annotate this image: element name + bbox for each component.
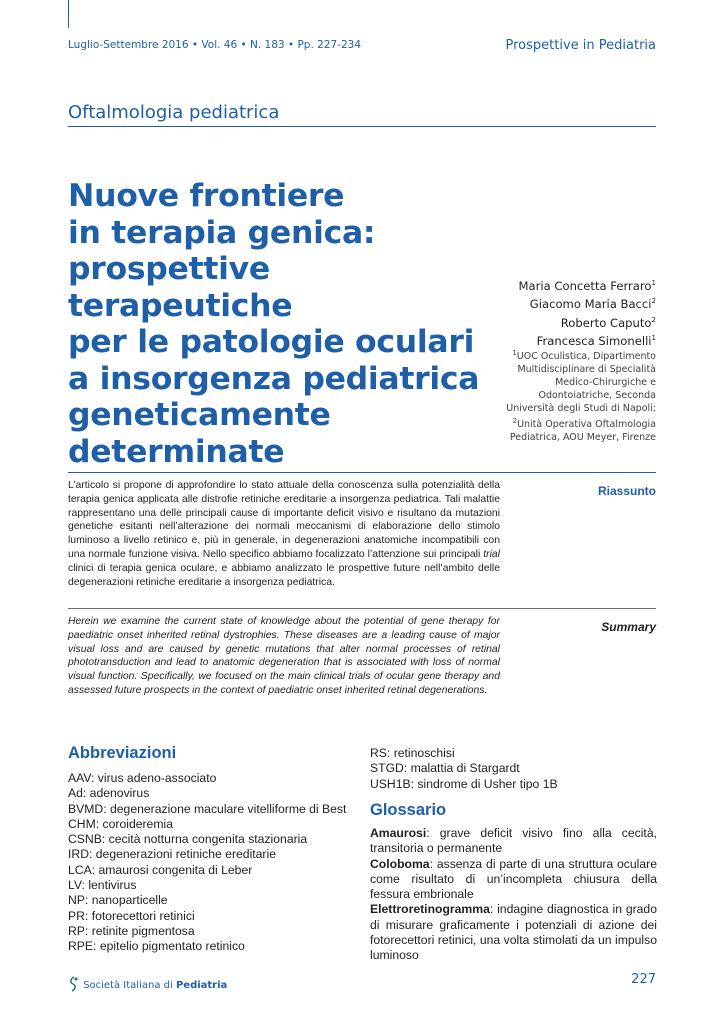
glossario-list: [370, 826, 657, 964]
list-item: IRD: degenerazioni retiniche ereditarie: [68, 847, 276, 862]
journal-name: Prospettive in Pediatria: [505, 38, 656, 53]
summary-text: Herein we examine the current state of knowledge about the potential of gene therapy for paediatric onset inherited retinal dystrophies. These diseases are a leading cause of major visual loss and are caused by genetic mutations that alter normal processes of retinal phototransduction and lead to anatomic degeneration that is associated with loss of normal visual function. Specifically, we focused on the main clinical trials of ocular gene therapy and assessed future prospects in the context of paediatric onset inherited retinal degenerations.: [68, 616, 500, 696]
title-line: a insorgenza pediatrica: [68, 360, 480, 397]
list-item: Ad: adenovirus: [68, 786, 150, 801]
abbreviazioni-list: [68, 771, 346, 955]
list-item: BVMD: degenerazione maculare vitelliforme di Best: [68, 801, 347, 816]
list-item: PR: fotorecettori retinici: [68, 908, 195, 923]
author: Maria Concetta Ferraro$^1$: [518, 278, 656, 293]
section-rule: [68, 126, 656, 127]
header-rule: [68, 0, 69, 28]
title-line: in terapia genica:: [68, 214, 376, 251]
author-list: [519, 276, 657, 349]
author: Francesca Simonelli$^1$: [536, 333, 656, 348]
glossario-heading: Glossario: [370, 801, 447, 819]
citation: Luglio-Settembre 2016 • Vol. 46 • N. 183 • Pp. 227-234: [68, 39, 362, 51]
summary-rule: [68, 608, 656, 609]
list-item: LV: lentivirus: [68, 878, 137, 893]
list-item: USH1B: sindrome di Usher tipo 1B: [370, 776, 558, 791]
list-item: CSNB: cecità notturna congenita stazionaria: [68, 832, 308, 847]
list-item: RS: retinoschisi: [370, 746, 455, 760]
title-line: Nuove frontiere: [68, 178, 345, 214]
abbreviazioni-list-continued: [370, 746, 558, 792]
author: Roberto Caputo$^2$: [560, 315, 656, 330]
title-line: geneticamente: [68, 397, 331, 433]
abbreviazioni-heading: Abbreviazioni: [68, 744, 177, 762]
glossary-entry: Elettroretinogramma: indagine diagnostica in grado di misurare graficamente i potenziali di azione dei fotorecettori retinici, una volta stimolati da un impulso luminoso: [370, 902, 657, 963]
author: Giacomo Maria Bacci$^2$: [529, 297, 656, 312]
riassunto-text: L’articolo si propone di approfondire lo stato attuale della conoscenza sulla potenzialità della terapia genica applicata alle distrofie retiniche ereditarie a insorgenza pediatrica. Tali malattie rappresentano una delle principali cause di importante deficit visivo e risultano da mutazioni genetiche esitanti nell’alterazione dei normali meccanismi di elaborazione dello stimolo luminoso a livello retinico e, più in generale, in degenerazioni anatomiche incompatibili con una normale funzione visiva. Nello specifico abbiamo focalizzato l’attenzione sui principali trial clinici di terapia genica oculare, e abbiamo analizzato le prospettive future nell’ambito delle degenerazioni retiniche ereditarie a insorgenza pediatrica.: [68, 480, 500, 588]
affiliations: $^1$UOC Oculistica, Dipartimento Multidisciplinare di Specialità Medico-Chirurgiche e Odontoiatriche, Seconda Università degli Studi di Napoli; $^2$Unità Operativa Oftalmologia Pediatrica, AOU Meyer, Firenze: [506, 349, 656, 444]
section-label: Oftalmologia pediatrica: [68, 102, 280, 123]
title-line: prospettive terapeutiche: [68, 251, 293, 324]
glossary-entry: Coloboma: assenza di parte di una struttura oculare come risultato di un’incompleta chiusura della fessura embrionale: [370, 856, 657, 902]
summary-label: Summary: [601, 620, 656, 634]
page-number: 227: [631, 972, 656, 987]
title-line: determinate: [68, 433, 285, 470]
article-title: [68, 178, 498, 470]
list-item: RPE: epitelio pigmentato retinico: [68, 939, 245, 954]
list-item: RP: retinite pigmentosa: [68, 923, 195, 938]
list-item: LCA: amaurosi congenita di Leber: [68, 862, 253, 877]
list-item: AAV: virus adeno-associato: [68, 771, 217, 785]
society-logo: Società Italiana di Pediatria: [68, 976, 227, 992]
riassunto-rule: [68, 472, 656, 473]
list-item: NP: nanoparticelle: [68, 893, 168, 908]
title-line: per le patologie oculari: [68, 324, 475, 360]
list-item: CHM: coroideremia: [68, 816, 173, 831]
glossary-entry: Amaurosi: grave deficit visivo fino alla cecità, transitoria o permanente: [370, 826, 657, 856]
society-logo-icon: [68, 976, 80, 992]
list-item: STGD: malattia di Stargardt: [370, 761, 520, 776]
riassunto-label: Riassunto: [597, 484, 656, 498]
